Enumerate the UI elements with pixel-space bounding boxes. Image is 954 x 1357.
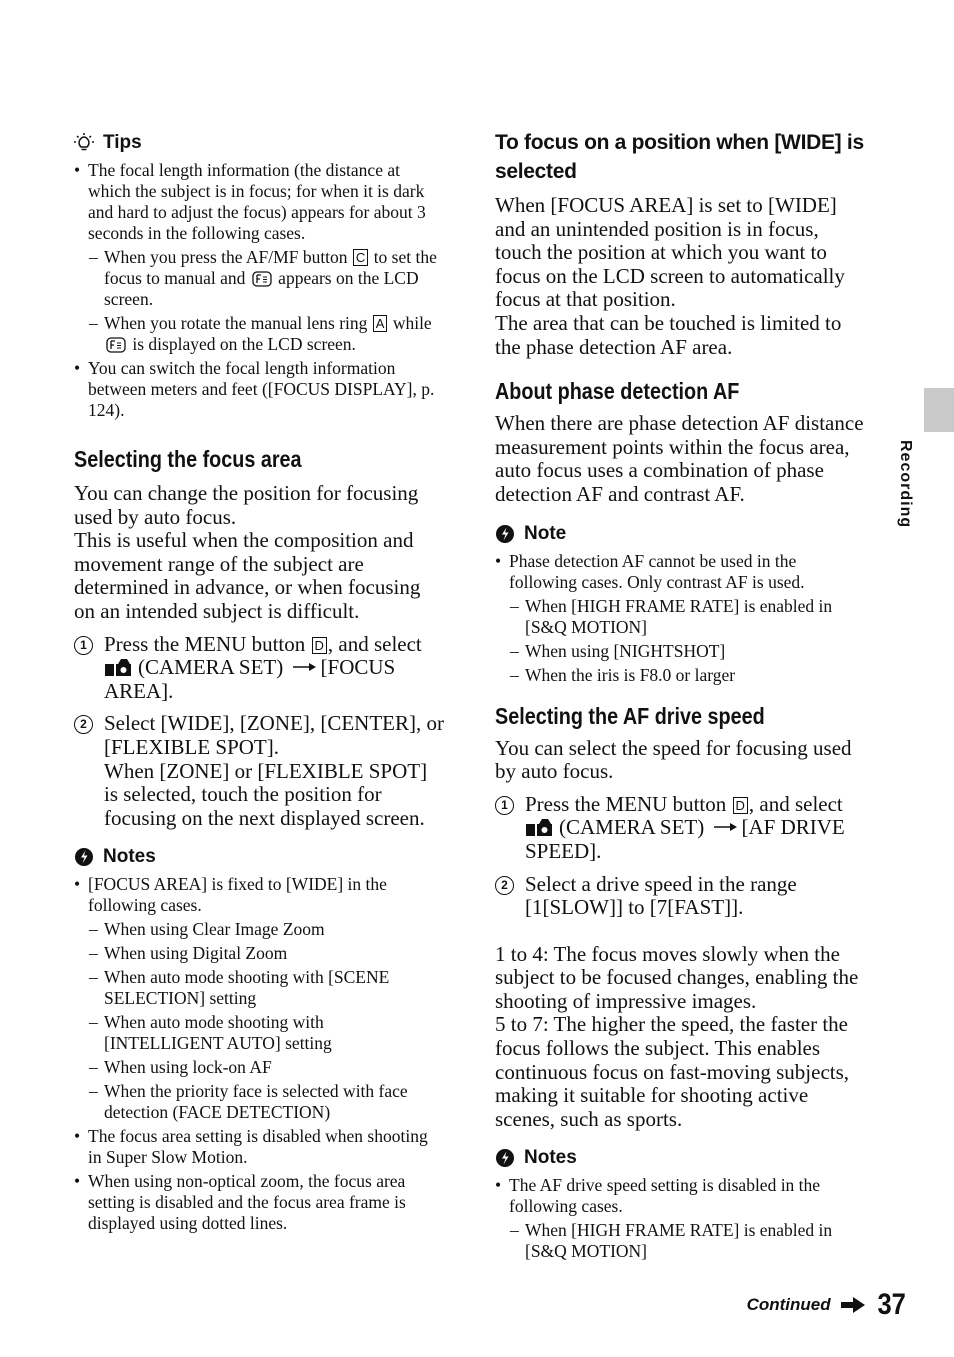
drive-step-1-text-c: (CAMERA SET) (559, 815, 705, 840)
tips-sub-2-text-c: is displayed on the LCD screen. (132, 334, 356, 354)
note-sub-item: – When using [NIGHTSHOT] (495, 641, 865, 662)
step-1-text-d: [FOCUS AREA]. (104, 655, 396, 703)
key-d-marker: D (312, 637, 327, 654)
drive-step-2-text: Select a drive speed in the range [1[SLOW]] to [7[FAST]]. (525, 871, 797, 920)
caution-icon (74, 847, 94, 867)
tips-sub-2-text-b: while (392, 313, 432, 333)
note-heading (495, 523, 865, 545)
phase-paragraph: When there are phase detection AF distance measurement points within the focus area, auto focus uses a combination of phase detection AF and contrast AF. (495, 411, 864, 506)
notes-heading (495, 1147, 865, 1169)
step-number: 1 (74, 636, 93, 655)
caution-icon (495, 524, 515, 544)
tips-sub-2 (74, 313, 444, 355)
notes-sub-item: – When using Clear Image Zoom (74, 919, 444, 940)
notes-title: Notes (524, 1147, 577, 1169)
tips-sub-1-text-c: appears on the LCD screen. (104, 268, 419, 309)
camera-set-icon (104, 657, 132, 677)
drive-step-1-text-d: [AF DRIVE SPEED]. (525, 815, 845, 863)
note-title: Note (524, 522, 567, 544)
page-footer (747, 1288, 908, 1322)
note-sub-item: – When [HIGH FRAME RATE] is enabled in [S&Q MOTION] (495, 596, 865, 638)
drive-step-1-text-a: Press the MENU button (525, 791, 727, 816)
notes-sub-item: – When using lock-on AF (74, 1057, 444, 1078)
tips-sub-2-text-a: When you rotate the manual lens ring (104, 313, 368, 333)
drive-intro: You can select the speed for focusing used by auto focus. (495, 735, 852, 784)
step-number: 1 (495, 796, 514, 815)
right-column (495, 128, 865, 1265)
focus-area-step-2 (74, 712, 444, 830)
left-column (74, 128, 444, 1237)
chapter-tab-marker (924, 388, 954, 432)
section-title-focus-area: Selecting the focus area (74, 446, 302, 472)
lightbulb-icon (74, 133, 94, 153)
step-number: 2 (74, 715, 93, 734)
drive-step-1-text-b: , and select (748, 791, 843, 816)
tips-sub-1 (74, 247, 444, 310)
caution-icon (495, 1148, 515, 1168)
note-bullet-1: • Phase detection AF cannot be used in the following cases. Only contrast AF is used. (495, 551, 865, 593)
step-1-text-c: (CAMERA SET) (138, 655, 284, 680)
manual-focus-icon (252, 271, 272, 287)
step-1-text-a: Press the MENU button (104, 631, 306, 656)
tips-sub-1-text-a: When you press the AF/MF button (104, 247, 348, 267)
step-2-line-2: When [ZONE] or [FLEXIBLE SPOT] is selected, touch the position for focusing on the next displayed screen. (104, 758, 428, 830)
tips-bullet-1: • The focal length information (the distance at which the subject is in focus; for when it is dark and hard to adjust the focus) appears for about 3 seconds in the following cases. (74, 160, 444, 244)
tips-block (74, 132, 444, 421)
notes-block-left (74, 846, 444, 1234)
speed-description-2: 5 to 7: The higher the speed, the faster the focus follows the subject. This enables continuous focus on fast-moving subjects, making it suitable for shooting active scenes, such as sports. (495, 1012, 850, 1131)
notes-bullet-1: • The AF drive speed setting is disabled in the following cases. (495, 1175, 865, 1217)
step-number: 2 (495, 876, 514, 895)
note-sub-item: – When the iris is F8.0 or larger (495, 665, 865, 686)
section-title-wide: To focus on a position when [WIDE] is selected (495, 131, 864, 183)
notes-bullet-3: • When using non-optical zoom, the focus area setting is disabled and the focus area frame is displayed using dotted lines. (74, 1171, 444, 1234)
chapter-label-text: Recording (897, 440, 914, 529)
notes-sub-item: – When [HIGH FRAME RATE] is enabled in [S&Q MOTION] (495, 1220, 865, 1262)
notes-sub-item: – When the priority face is selected with face detection (FACE DETECTION) (74, 1081, 444, 1123)
page-number: 37 (877, 1288, 906, 1321)
notes-heading (74, 846, 444, 868)
arrow-right-icon (714, 822, 738, 832)
speed-description-1: 1 to 4: The focus moves slowly when the subject to be focused changes, enabling the shooting of impressive images. (495, 941, 859, 1013)
step-1-text-b: , and select (327, 631, 422, 656)
notes-sub-item: – When auto mode shooting with [SCENE SELECTION] setting (74, 967, 444, 1009)
intro-paragraph-2: This is useful when the composition and movement range of the subject are determined in advance, or when focusing on an intended subject is difficult. (74, 528, 421, 623)
tips-bullet-2: • You can switch the focal length information between meters and feet ([FOCUS DISPLAY], p. 124). (74, 358, 444, 421)
tips-title: Tips (103, 132, 142, 153)
camera-set-icon (525, 817, 553, 837)
intro-paragraph-1: You can change the position for focusing used by auto focus. (74, 481, 419, 529)
notes-sub-item: – When auto mode shooting with [INTELLIGENT AUTO] setting (74, 1012, 444, 1054)
focus-area-step-1 (74, 633, 444, 704)
note-block-right (495, 523, 865, 686)
wide-paragraph-2: The area that can be touched is limited to the phase detection AF area. (495, 310, 842, 359)
wide-paragraph-1: When [FOCUS AREA] is set to [WIDE] and an unintended position is in focus, touch the position at which you want to focus on the LCD screen to automatically focus at that position. (495, 193, 845, 312)
notes-sub-item: – When using Digital Zoom (74, 943, 444, 964)
drive-step-2 (495, 873, 865, 920)
arrow-right-icon (293, 662, 317, 672)
key-c-marker: C (353, 249, 368, 266)
key-d-marker: D (733, 797, 748, 814)
step-2-line-1: Select [WIDE], [ZONE], [CENTER], or [FLEXIBLE SPOT]. (104, 711, 444, 759)
tips-sub-1-text-b: to set the focus to manual and (104, 247, 437, 288)
notes-block-right (495, 1147, 865, 1262)
notes-title: Notes (103, 846, 156, 868)
section-title-drive-speed: Selecting the AF drive speed (495, 702, 765, 729)
notes-bullet-1: • [FOCUS AREA] is fixed to [WIDE] in the following cases. (74, 874, 444, 916)
key-a-marker: A (373, 315, 388, 332)
chapter-side-label (896, 440, 922, 530)
drive-step-1 (495, 793, 865, 864)
tips-heading (74, 132, 444, 154)
notes-bullet-2: • The focus area setting is disabled when shooting in Super Slow Motion. (74, 1126, 444, 1168)
continued-arrow-icon (841, 1297, 865, 1313)
section-title-phase: About phase detection AF (495, 378, 740, 405)
continued-label: Continued (746, 1295, 831, 1314)
manual-focus-icon (106, 337, 126, 353)
